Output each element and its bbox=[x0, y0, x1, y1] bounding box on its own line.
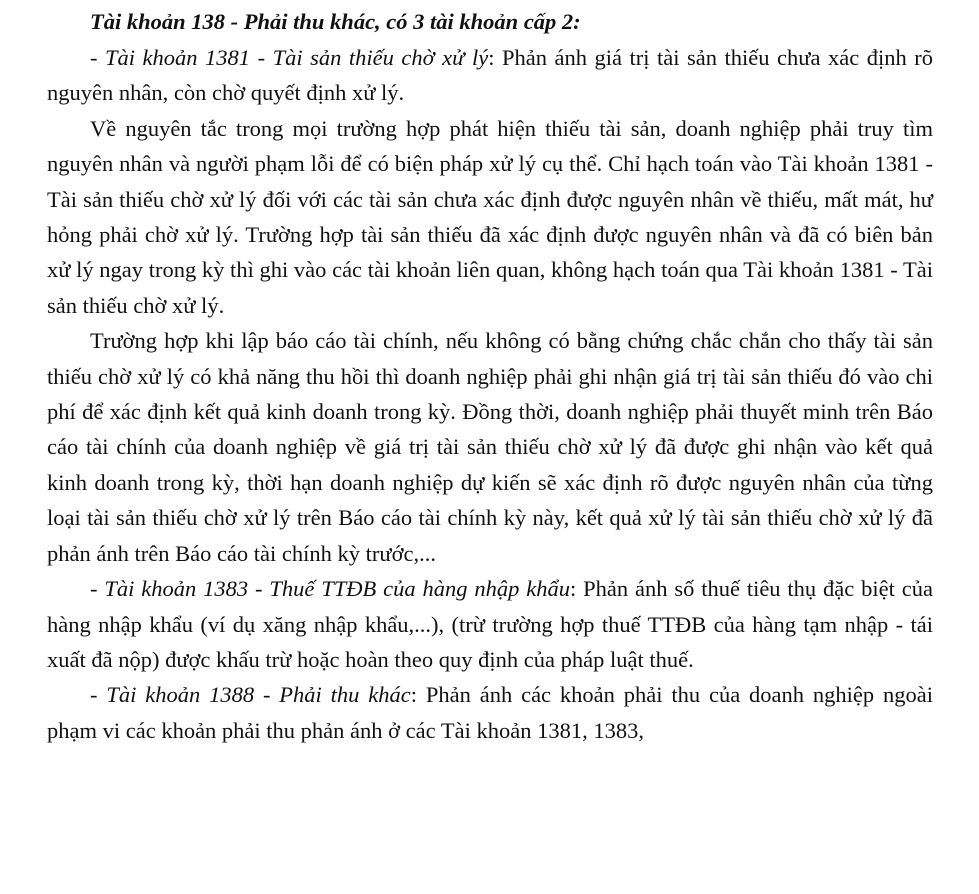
paragraph-account-1381 bbox=[47, 40, 933, 111]
section-title: Tài khoản 138 - Phải thu khác, có 3 tài khoản cấp 2: bbox=[90, 9, 581, 34]
paragraph-lead-1381: - Tài khoản 1381 - Tài sản thiếu chờ xử lý bbox=[90, 45, 489, 70]
paragraph-lead-1383: - Tài khoản 1383 - Thuế TTĐB của hàng nhập khẩu bbox=[90, 576, 570, 602]
paragraph-text-financial-report: Trường hợp khi lập báo cáo tài chính, nếu không có bằng chứng chắc chắn cho thấy tài sản thiếu chờ xử lý có khả năng thu hồi thì doanh nghiệp phải ghi nhận giá trị tài sản thiếu đó vào chi phí để xác định kết quả kinh doanh trong kỳ. Đồng thời, doanh nghiệp phải thuyết minh trên Báo cáo tài chính của doanh nghiệp về giá trị tài sản thiếu chờ xử lý đã được ghi nhận vào kết quả kinh doanh trong kỳ, thời hạn doanh nghiệp dự kiến sẽ xác định rõ được nguyên nhân của từng loại tài sản thiếu chờ xử lý trên Báo cáo tài chính kỳ này, kết quả xử lý tài sản thiếu chờ xử lý đã phản ánh trên Báo cáo tài chính kỳ trước,... bbox=[47, 328, 933, 566]
paragraph-text-1388: : Phản ánh các khoản phải thu của doanh nghiệp ngoài phạm vi các khoản phải thu phản ánh ở các Tài khoản 1381, 1383, bbox=[47, 682, 933, 743]
paragraph-text-1383: : Phản ánh số thuế tiêu thụ đặc biệt của hàng nhập khẩu (ví dụ xăng nhập khẩu,...), (trừ trường hợp thuế TTĐB của hàng tạm nhập - tái xuất đã nộp) được khấu trừ hoặc hoàn theo quy định của pháp luật thuế. bbox=[47, 576, 933, 672]
paragraph-lead-1388: - Tài khoản 1388 - Phải thu khác bbox=[90, 682, 411, 708]
document-page bbox=[47, 4, 933, 748]
paragraph-text-principle: Về nguyên tắc trong mọi trường hợp phát hiện thiếu tài sản, doanh nghiệp phải truy tìm nguyên nhân và người phạm lỗi để có biện pháp xử lý cụ thể. Chỉ hạch toán vào Tài khoản 1381 - Tài sản thiếu chờ xử lý đối với các tài sản chưa xác định được nguyên nhân về thiếu, mất mát, hư hỏng phải chờ xử lý. Trường hợp tài sản thiếu đã xác định được nguyên nhân và đã có biên bản xử lý ngay trong kỳ thì ghi vào các tài khoản liên quan, không hạch toán qua Tài khoản 1381 - Tài sản thiếu chờ xử lý. bbox=[47, 115, 933, 318]
paragraph-account-1383 bbox=[47, 571, 933, 677]
paragraph-financial-report bbox=[47, 323, 933, 571]
paragraph-account-1388 bbox=[47, 677, 933, 748]
paragraph-text-1381: : Phản ánh giá trị tài sản thiếu chưa xác định rõ nguyên nhân, còn chờ quyết định xử lý. bbox=[47, 45, 934, 106]
paragraph-principle bbox=[47, 111, 933, 323]
